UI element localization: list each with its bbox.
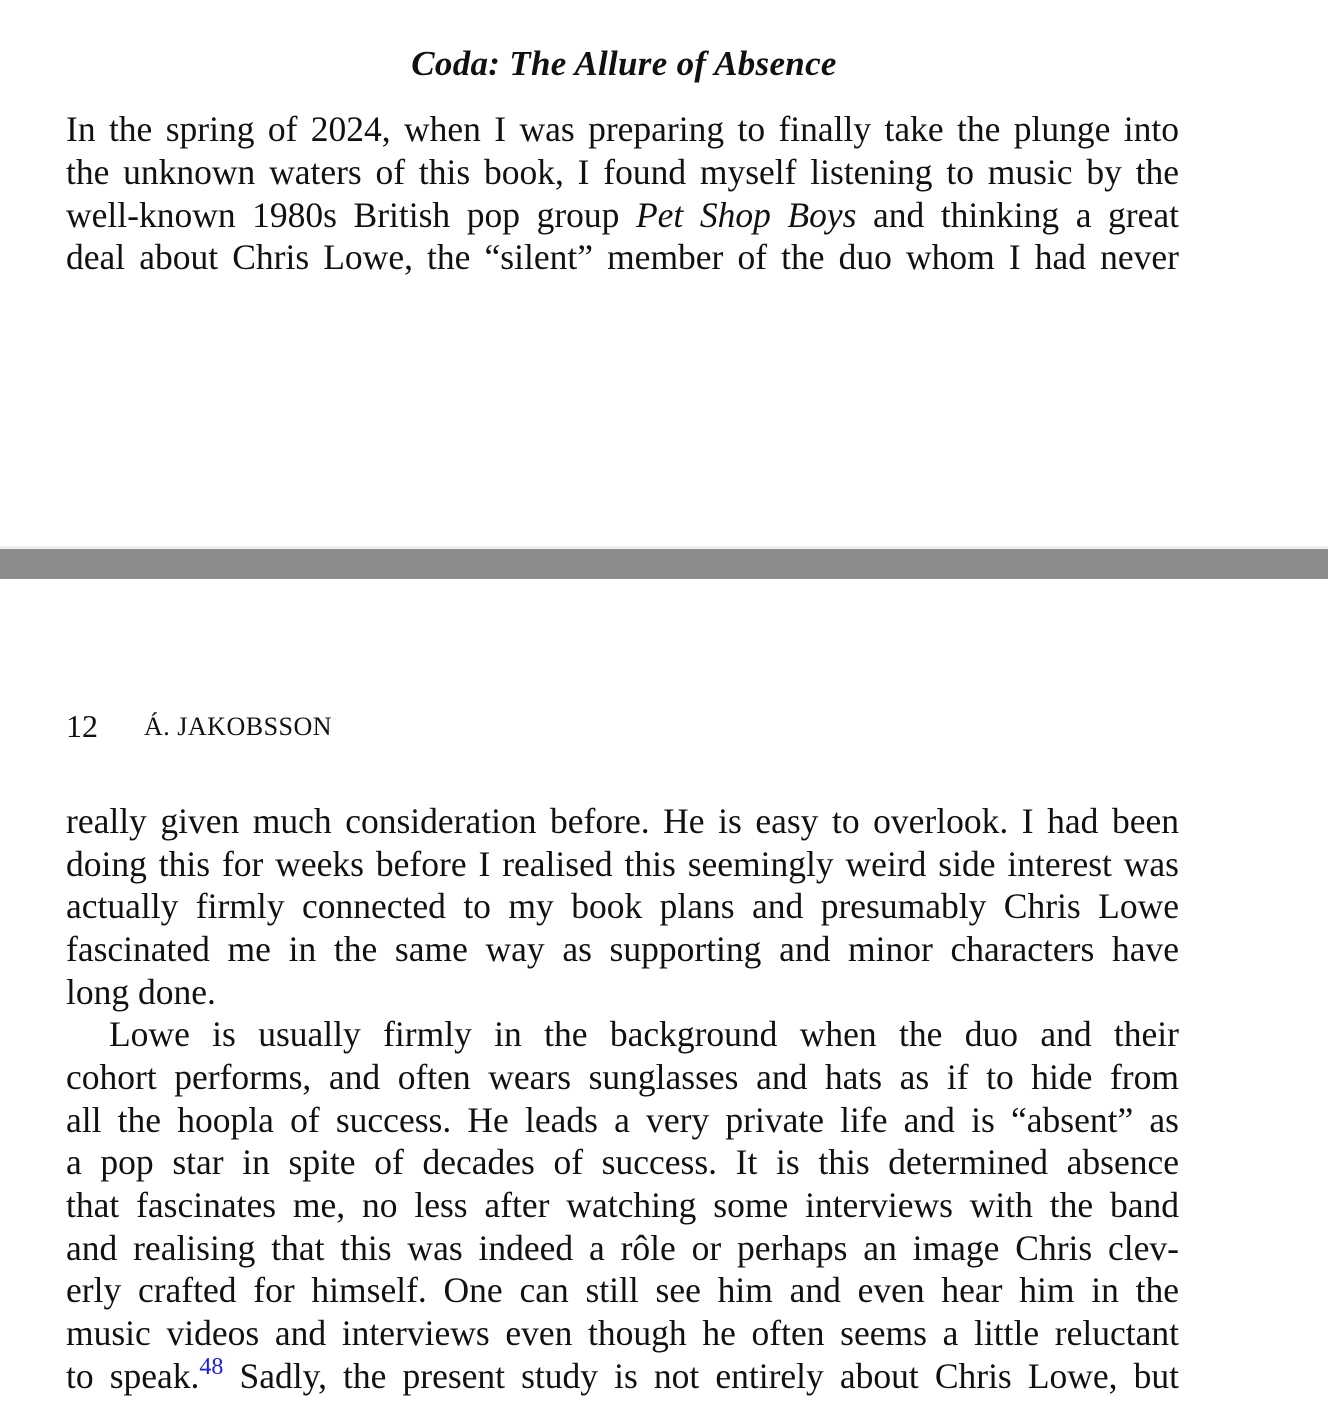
body-line: actually firmly connected to my book plans and presumably Chris Lowe (66, 886, 1179, 926)
running-author: Á. JAKOBSSON (144, 712, 333, 741)
body-line (66, 194, 1179, 236)
body-text: well-known 1980s British pop group (66, 195, 636, 235)
body-text: and thinking a great (856, 195, 1179, 235)
separator-bar (0, 549, 1328, 579)
body-line: a pop star in spite of decades of success. It is this determined absence (66, 1142, 1179, 1182)
body-line: deal about Chris Lowe, the “silent” member of the duo whom I had never (66, 237, 1179, 277)
body-line: the unknown waters of this book, I found myself listening to music by the (66, 152, 1179, 192)
body-line: long done. (66, 972, 216, 1012)
body-text: Sadly, the present study is not entirely about Chris Lowe, but (223, 1356, 1179, 1396)
body-line: Lowe is usually firmly in the background when the duo and their (109, 1014, 1179, 1054)
body-line: all the hoopla of success. He leads a very private life and is “absent” as (66, 1100, 1179, 1140)
body-line: erly crafted for himself. One can still see him and even hear him in the (66, 1270, 1179, 1310)
band-name: Pet Shop Boys (635, 195, 857, 235)
body-line: music videos and interviews even though he often seems a little reluctant (66, 1313, 1179, 1353)
body-line (66, 1355, 1179, 1397)
body-line: really given much consideration before. He is easy to overlook. I had been (66, 801, 1179, 841)
body-line: cohort performs, and often wears sunglasses and hats as if to hide from (66, 1057, 1179, 1097)
page-separator (0, 546, 1328, 582)
body-line: In the spring of 2024, when I was preparing to finally take the plunge into (66, 109, 1179, 149)
page-number: 12 (66, 708, 98, 744)
body-line: and realising that this was indeed a rôle or perhaps an image Chris clev- (66, 1228, 1179, 1268)
body-line: fascinated me in the same way as supporting and minor characters have (66, 929, 1179, 969)
page-top (0, 0, 1328, 546)
footnote-link[interactable]: 48 (199, 1354, 224, 1380)
body-line: that fascinates me, no less after watching some interviews with the band (66, 1185, 1179, 1225)
body-text: to speak. (66, 1356, 200, 1396)
body-line: doing this for weeks before I realised this seemingly weird side interest was (66, 844, 1179, 884)
running-title: Coda: The Allure of Absence (411, 44, 837, 83)
